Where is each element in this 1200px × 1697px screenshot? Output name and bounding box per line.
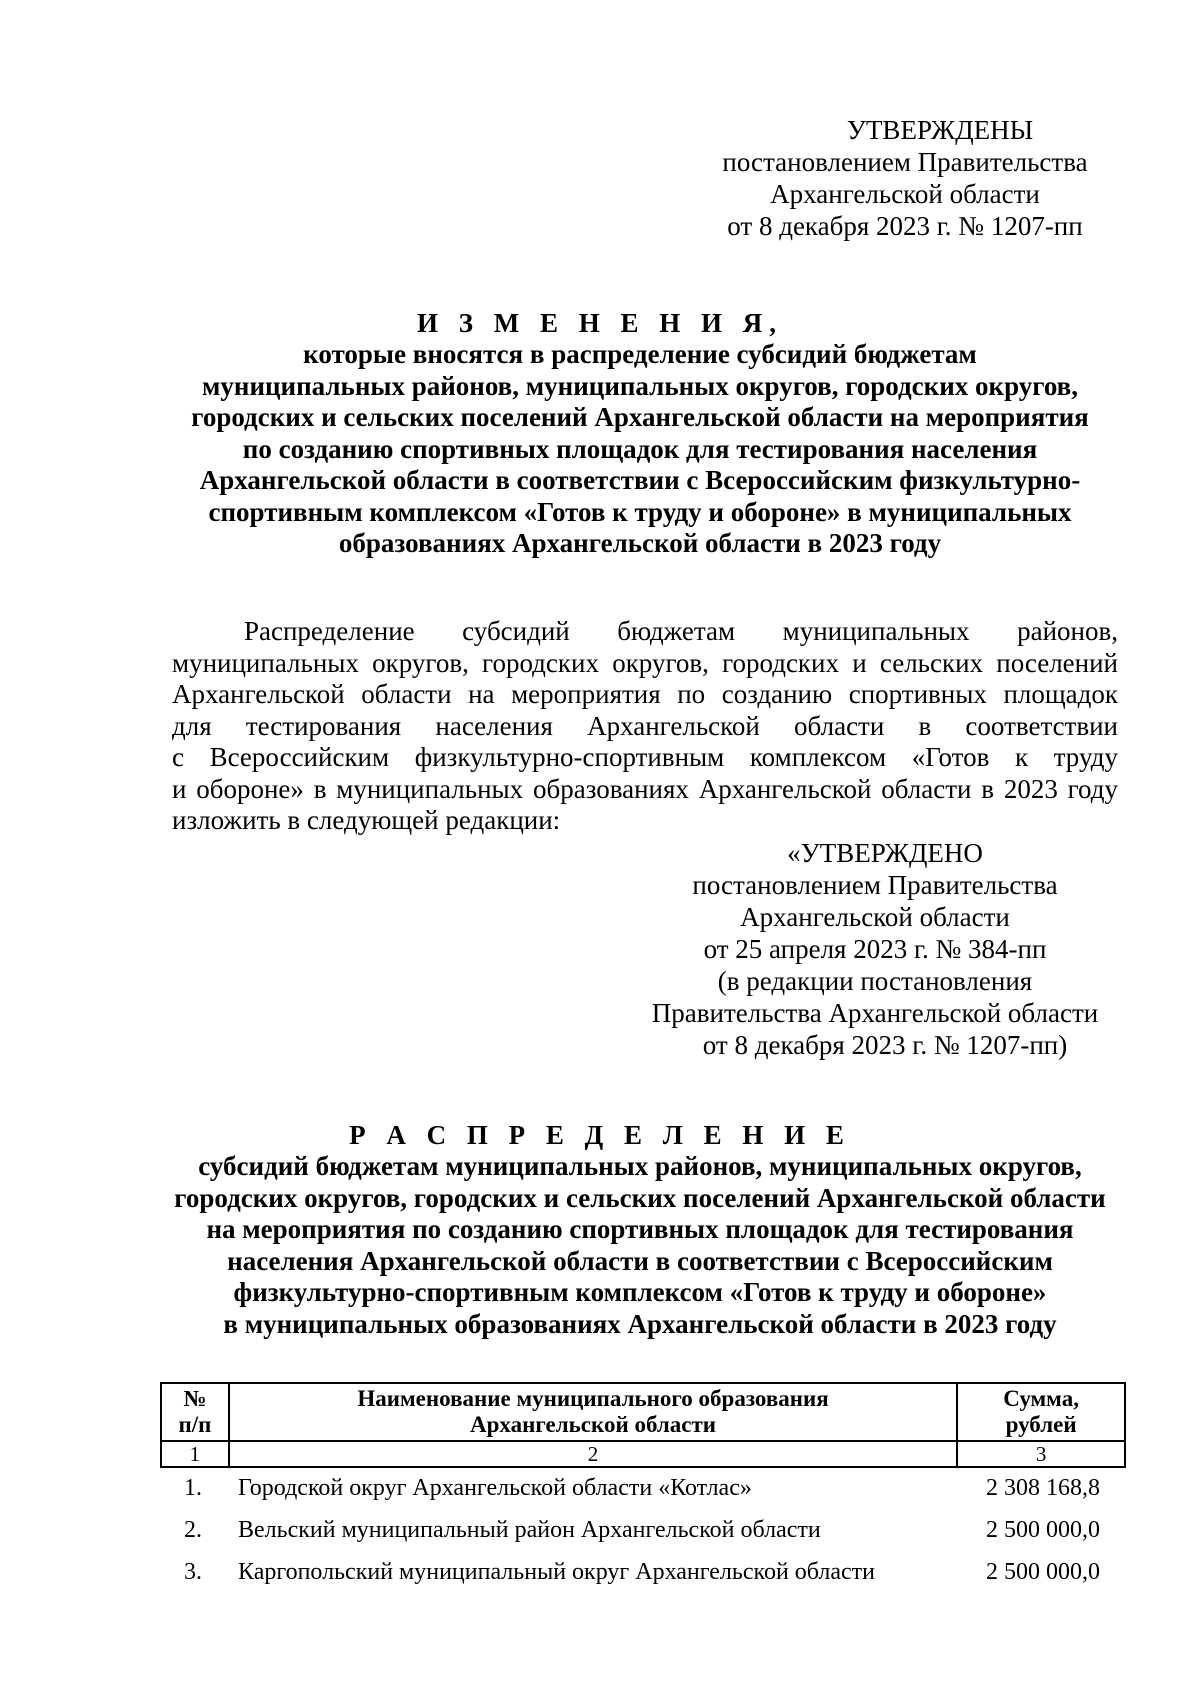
row-municipality-name: Городской округ Архангельской области «Котлас»: [238, 1475, 752, 1501]
approval-top-line: от 8 декабря 2023 г. № 1207-пп: [727, 211, 1083, 241]
row-sum: 2 500 000,0: [986, 1517, 1100, 1543]
header-number-line: п/п: [178, 1412, 212, 1437]
header-number-line: №: [183, 1386, 207, 1411]
column-number-cell: 1: [161, 1441, 229, 1467]
changes-subtitle-line: спортивным комплексом «Готов к труду и обороне» в муниципальных: [208, 496, 1072, 527]
approval-inner-line: Правительства Архангельской области: [651, 998, 1099, 1028]
distribution-table-body: [160, 1469, 1126, 1595]
row-number: 1.: [184, 1475, 202, 1501]
changes-subtitle-line: по созданию спортивных площадок для тестирования населения: [242, 433, 1038, 464]
table-row: [160, 1553, 1126, 1595]
header-cell-sum: [957, 1383, 1125, 1441]
distribution-subtitle-line: в муниципальных образованиях Архангельской области в 2023 году: [223, 1308, 1057, 1339]
distribution-subtitle-line: на мероприятия по созданию спортивных площадок для тестирования: [206, 1214, 1074, 1244]
changes-subtitle-line: муниципальных районов, муниципальных округов, городских округов,: [202, 370, 1078, 401]
column-number-cell: 2: [229, 1441, 957, 1467]
header-cell-name: [229, 1383, 957, 1441]
table-header-row: [161, 1383, 1125, 1441]
header-sum-line: рублей: [1005, 1412, 1077, 1437]
approval-inner-line: от 8 декабря 2023 г. № 1207-пп): [702, 1030, 1068, 1060]
row-municipality-name: Вельский муниципальный район Архангельской области: [238, 1517, 821, 1543]
approval-top-line: УТВЕРЖДЕНЫ: [846, 115, 1034, 145]
paragraph-line: для тестирования населения Архангельской области в соответствии: [172, 710, 1118, 741]
distribution-title: Р А С П Р Е Д Е Л Е Н И Е: [349, 1120, 851, 1150]
approval-inner-line: «УТВЕРЖДЕНО: [787, 838, 983, 868]
paragraph-line: с Всероссийским физкультурно-спортивным комплексом «Готов к труду: [172, 742, 1118, 772]
approval-stamp-top: [690, 114, 1120, 242]
header-sum-line: Сумма,: [1003, 1386, 1079, 1411]
approval-inner-line: (в редакции постановления: [717, 966, 1033, 996]
paragraph-line: и обороне» в муниципальных образованиях Архангельской области в 2023 году: [172, 773, 1118, 804]
row-number: 2.: [184, 1517, 202, 1543]
approval-top-line: постановлением Правительства: [722, 147, 1088, 177]
paragraph-line: муниципальных округов, городских округов, городских и сельских поселений: [172, 647, 1118, 678]
table-row: [160, 1511, 1126, 1553]
approval-inner-line: постановлением Правительства: [692, 870, 1058, 900]
approval-stamp-inner: [620, 837, 1130, 1061]
paragraph-line: Архангельской области на мероприятия по созданию спортивных площадок: [172, 679, 1118, 709]
paragraph-line: Распределение субсидий бюджетам муниципальных районов,: [244, 616, 1118, 646]
header-name-line: Архангельской области: [470, 1412, 717, 1437]
distribution-subtitle-line: субсидий бюджетам муниципальных районов, муниципальных округов,: [198, 1151, 1082, 1181]
distribution-table-header: [160, 1382, 1126, 1468]
header-name-line: Наименование муниципального образования: [357, 1386, 829, 1411]
changes-subtitle-line: образованиях Архангельской области в 2023 году: [338, 528, 942, 558]
table-column-numbers-row: [161, 1441, 1125, 1467]
distribution-subtitle-line: городских округов, городских и сельских поселений Архангельской области: [174, 1182, 1106, 1213]
row-municipality-name: Каргопольский муниципальный округ Архангельской области: [238, 1559, 876, 1585]
approval-inner-line: от 25 апреля 2023 г. № 384-пп: [703, 934, 1047, 964]
changes-title: И З М Е Н Е Н И Я,: [416, 308, 783, 338]
row-sum: 2 500 000,0: [986, 1559, 1100, 1585]
paragraph-line: изложить в следующей редакции:: [172, 805, 561, 835]
body-paragraph: [172, 616, 1118, 837]
row-sum: 2 308 168,8: [986, 1475, 1100, 1501]
changes-subtitle-line: городских и сельских поселений Архангельской области на мероприятия: [191, 402, 1089, 432]
header-cell-number: [161, 1383, 229, 1441]
distribution-subtitle-line: физкультурно-спортивным комплексом «Готов к труду и обороне»: [233, 1277, 1047, 1307]
approval-inner-line: Архангельской области: [740, 902, 1010, 932]
changes-subtitle-line: Архангельской области в соответствии с Всероссийским физкультурно-: [199, 465, 1081, 495]
column-number-cell: 3: [957, 1441, 1125, 1467]
table-row: [160, 1469, 1126, 1511]
changes-subtitle-line: которые вносятся в распределение субсидий бюджетам: [303, 339, 977, 369]
distribution-subtitle-line: населения Архангельской области в соответствии с Всероссийским: [227, 1245, 1053, 1276]
changes-subtitle: [150, 339, 1130, 560]
row-number: 3.: [184, 1559, 202, 1585]
distribution-subtitle: [150, 1151, 1130, 1340]
approval-top-line: Архангельской области: [770, 179, 1040, 209]
